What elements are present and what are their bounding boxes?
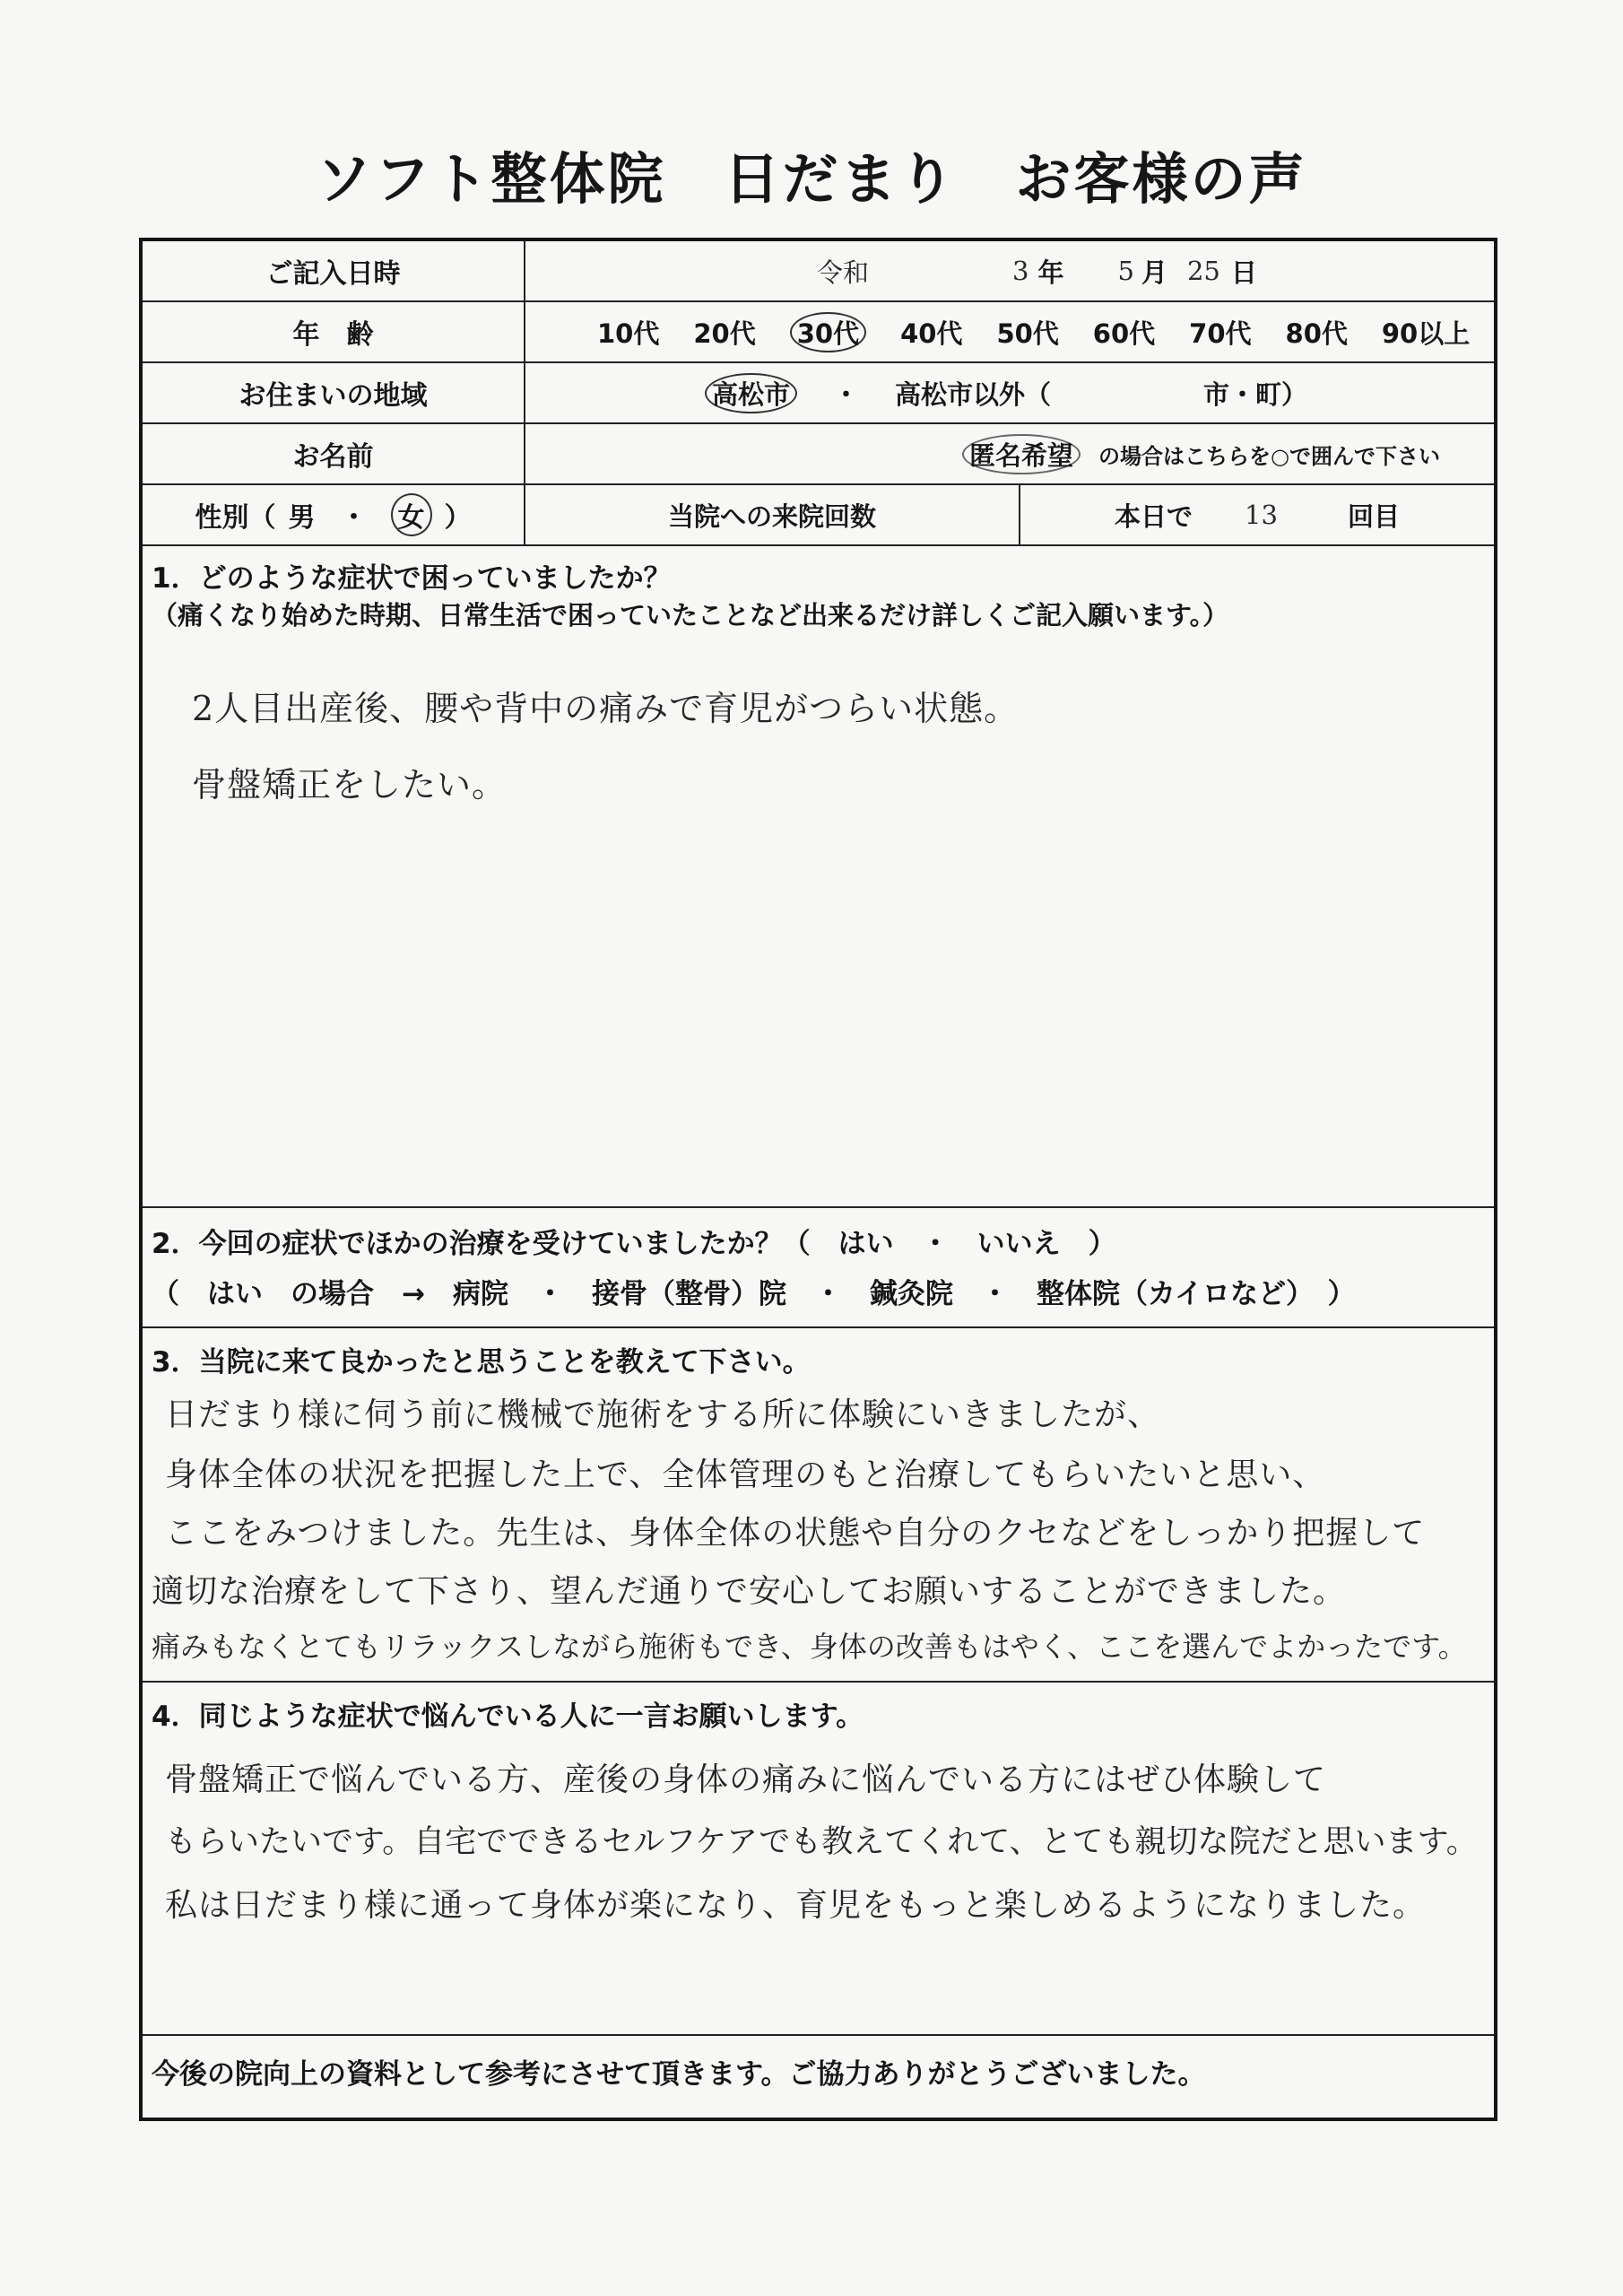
age-option-50[interactable]: 50代: [996, 317, 1059, 349]
name-value[interactable]: [525, 424, 1494, 483]
area-row: [143, 363, 1494, 424]
date-year-unit: 年: [1037, 257, 1064, 288]
area-value: [525, 363, 1494, 422]
date-value[interactable]: [525, 241, 1494, 300]
q1-heading: 1．どのような症状で困っていましたか？: [152, 562, 672, 595]
q1-subheading: （痛くなり始めた時期、日常生活で困っていたことなど出来るだけ詳しくご記入願います。）: [152, 600, 1229, 631]
question-2: [143, 1208, 1494, 1328]
footer-note: 今後の院向上の資料として参考にさせて頂きます。ご協力ありがとうございました。: [152, 2058, 1206, 2091]
date-label: ご記入日時: [143, 241, 525, 300]
gender-female-selected[interactable]: 女: [391, 493, 432, 536]
q3-heading: 3．当院に来て良かったと思うことを教えて下さい。: [152, 1346, 811, 1378]
date-year: 3: [1012, 256, 1029, 286]
visits-count[interactable]: 13: [1245, 500, 1278, 530]
age-label: 年 齢: [143, 302, 525, 361]
q2-subheading: （ はい の場合 → 病院 ・ 接骨（整骨）院 ・ 鍼灸院 ・ 整体院（カイロなど） ）: [152, 1278, 1356, 1310]
q4-answer-line-2: もらいたいです。自宅でできるセルフケアでも教えてくれて、とても親切な院だと思います。: [165, 1824, 1478, 1860]
name-row: [143, 424, 1494, 485]
date-day: 25: [1186, 256, 1220, 286]
q1-answer-line-2: 骨盤矯正をしたい。: [192, 765, 508, 804]
age-option-60[interactable]: 60代: [1092, 317, 1156, 349]
age-option-70[interactable]: 70代: [1189, 317, 1252, 349]
area-label: お住まいの地域: [143, 363, 525, 422]
area-city-town: 市・町）: [1203, 378, 1308, 410]
date-row: [143, 241, 1494, 302]
age-option-40[interactable]: 40代: [900, 317, 963, 349]
page-title: ソフト整体院 日だまり お客様の声: [316, 146, 1307, 212]
gender-visits-row: [143, 485, 1494, 546]
age-option-20[interactable]: 20代: [693, 317, 756, 349]
area-separator: ・: [833, 378, 860, 410]
q3-answer-line-4: 適切な治療をして下さり、望んだ通りで安心してお願いすることができました。: [152, 1573, 1347, 1610]
question-1: [143, 546, 1494, 1208]
age-option-80[interactable]: 80代: [1285, 317, 1348, 349]
date-day-unit: 日: [1230, 257, 1257, 288]
visits-value: [1020, 485, 1494, 544]
q3-answer-line-5: 痛みもなくとてもリラックスしながら施術もでき、身体の改善もはやく、ここを選んでよかったです。: [152, 1630, 1467, 1664]
date-month: 5: [1117, 256, 1134, 286]
q4-answer-line-3: 私は日だまり様に通って身体が楽になり、育児をもっと楽しめるようになりました。: [165, 1887, 1427, 1924]
anonymous-note: の場合はこちらを○で囲んで下さい: [1098, 443, 1440, 469]
age-row: [143, 302, 1494, 363]
age-options: [525, 302, 1494, 361]
date-month-unit: 月: [1141, 257, 1167, 288]
area-takamatsu-selected[interactable]: 高松市: [705, 373, 797, 413]
age-option-10[interactable]: 10代: [597, 317, 660, 349]
gender-label: 性別（: [195, 502, 276, 534]
q3-answer-line-1: 日だまり様に伺う前に機械で施術をする所に体験にいきましたが、: [165, 1396, 1161, 1433]
q2-heading: 2．今回の症状でほかの治療を受けていましたか？（ はい ・ いいえ ）: [152, 1228, 1116, 1260]
visits-prefix: 本日で: [1115, 500, 1193, 532]
age-option-30-selected[interactable]: 30代: [790, 312, 866, 352]
gender-field: [143, 485, 525, 544]
area-outside[interactable]: 高松市以外（: [895, 378, 1052, 410]
question-3: [143, 1328, 1494, 1683]
question-4: [143, 1683, 1494, 2036]
q3-answer-line-2: 身体全体の状況を把握した上で、全体管理のもと治療してもらいたいと思い、: [165, 1457, 1326, 1493]
age-option-90[interactable]: 90以上: [1381, 317, 1471, 349]
name-label: お名前: [143, 424, 525, 483]
gender-male[interactable]: 男: [288, 502, 316, 534]
q3-answer-line-3: ここをみつけました。先生は、身体全体の状態や自分のクセなどをしっかり把握して: [165, 1515, 1426, 1552]
gender-dot: ・: [340, 502, 368, 534]
q1-answer-line-1: 2人目出産後、腰や背中の痛みで育児がつらい状態。: [192, 689, 1020, 728]
visits-suffix: 回目: [1347, 500, 1400, 532]
gender-close: ）: [444, 502, 472, 534]
q4-heading: 4．同じような症状で悩んでいる人に一言お願いします。: [152, 1700, 864, 1733]
q4-answer-line-1: 骨盤矯正で悩んでいる方、産後の身体の痛みに悩んでいる方にはぜひ体験して: [165, 1761, 1327, 1798]
visits-label: 当院への来院回数: [525, 485, 1020, 544]
survey-form: [139, 238, 1497, 2121]
date-era: 令和: [817, 257, 870, 288]
anonymous-option[interactable]: 匿名希望: [962, 434, 1081, 474]
